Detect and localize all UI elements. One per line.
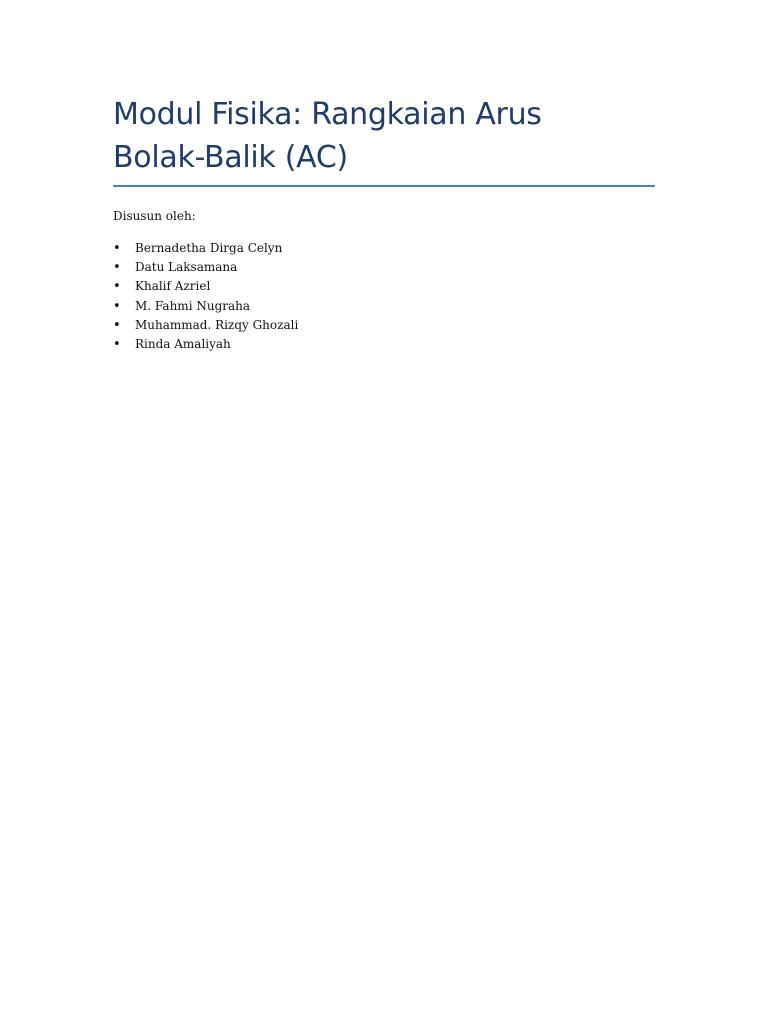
- bullet-icon: •: [113, 260, 121, 276]
- author-list: [113, 239, 655, 354]
- document-title: Modul Fisika: Rangkaian Arus Bolak-Balik (AC): [113, 97, 542, 175]
- list-item: [113, 277, 655, 296]
- bullet-icon: •: [113, 279, 121, 295]
- author-name: Bernadetha Dirga Celyn: [135, 241, 283, 255]
- list-item: [113, 335, 655, 354]
- author-name: Datu Laksamana: [135, 260, 238, 275]
- author-name: M. Fahmi Nugraha: [135, 298, 251, 313]
- bullet-icon: •: [113, 317, 121, 333]
- author-name: Rinda Amaliyah: [135, 337, 231, 352]
- list-item: [113, 258, 655, 277]
- author-name: Khalif Azriel: [135, 279, 211, 294]
- list-item: [113, 239, 655, 258]
- list-item: [113, 316, 655, 335]
- bullet-icon: •: [113, 298, 121, 314]
- byline: Disusun oleh:: [113, 209, 196, 223]
- author-name: Muhammad. Rizqy Ghozali: [135, 317, 299, 332]
- list-item: [113, 297, 655, 316]
- bullet-icon: •: [113, 337, 121, 353]
- bullet-icon: •: [113, 241, 121, 256]
- title-underline: [113, 185, 655, 187]
